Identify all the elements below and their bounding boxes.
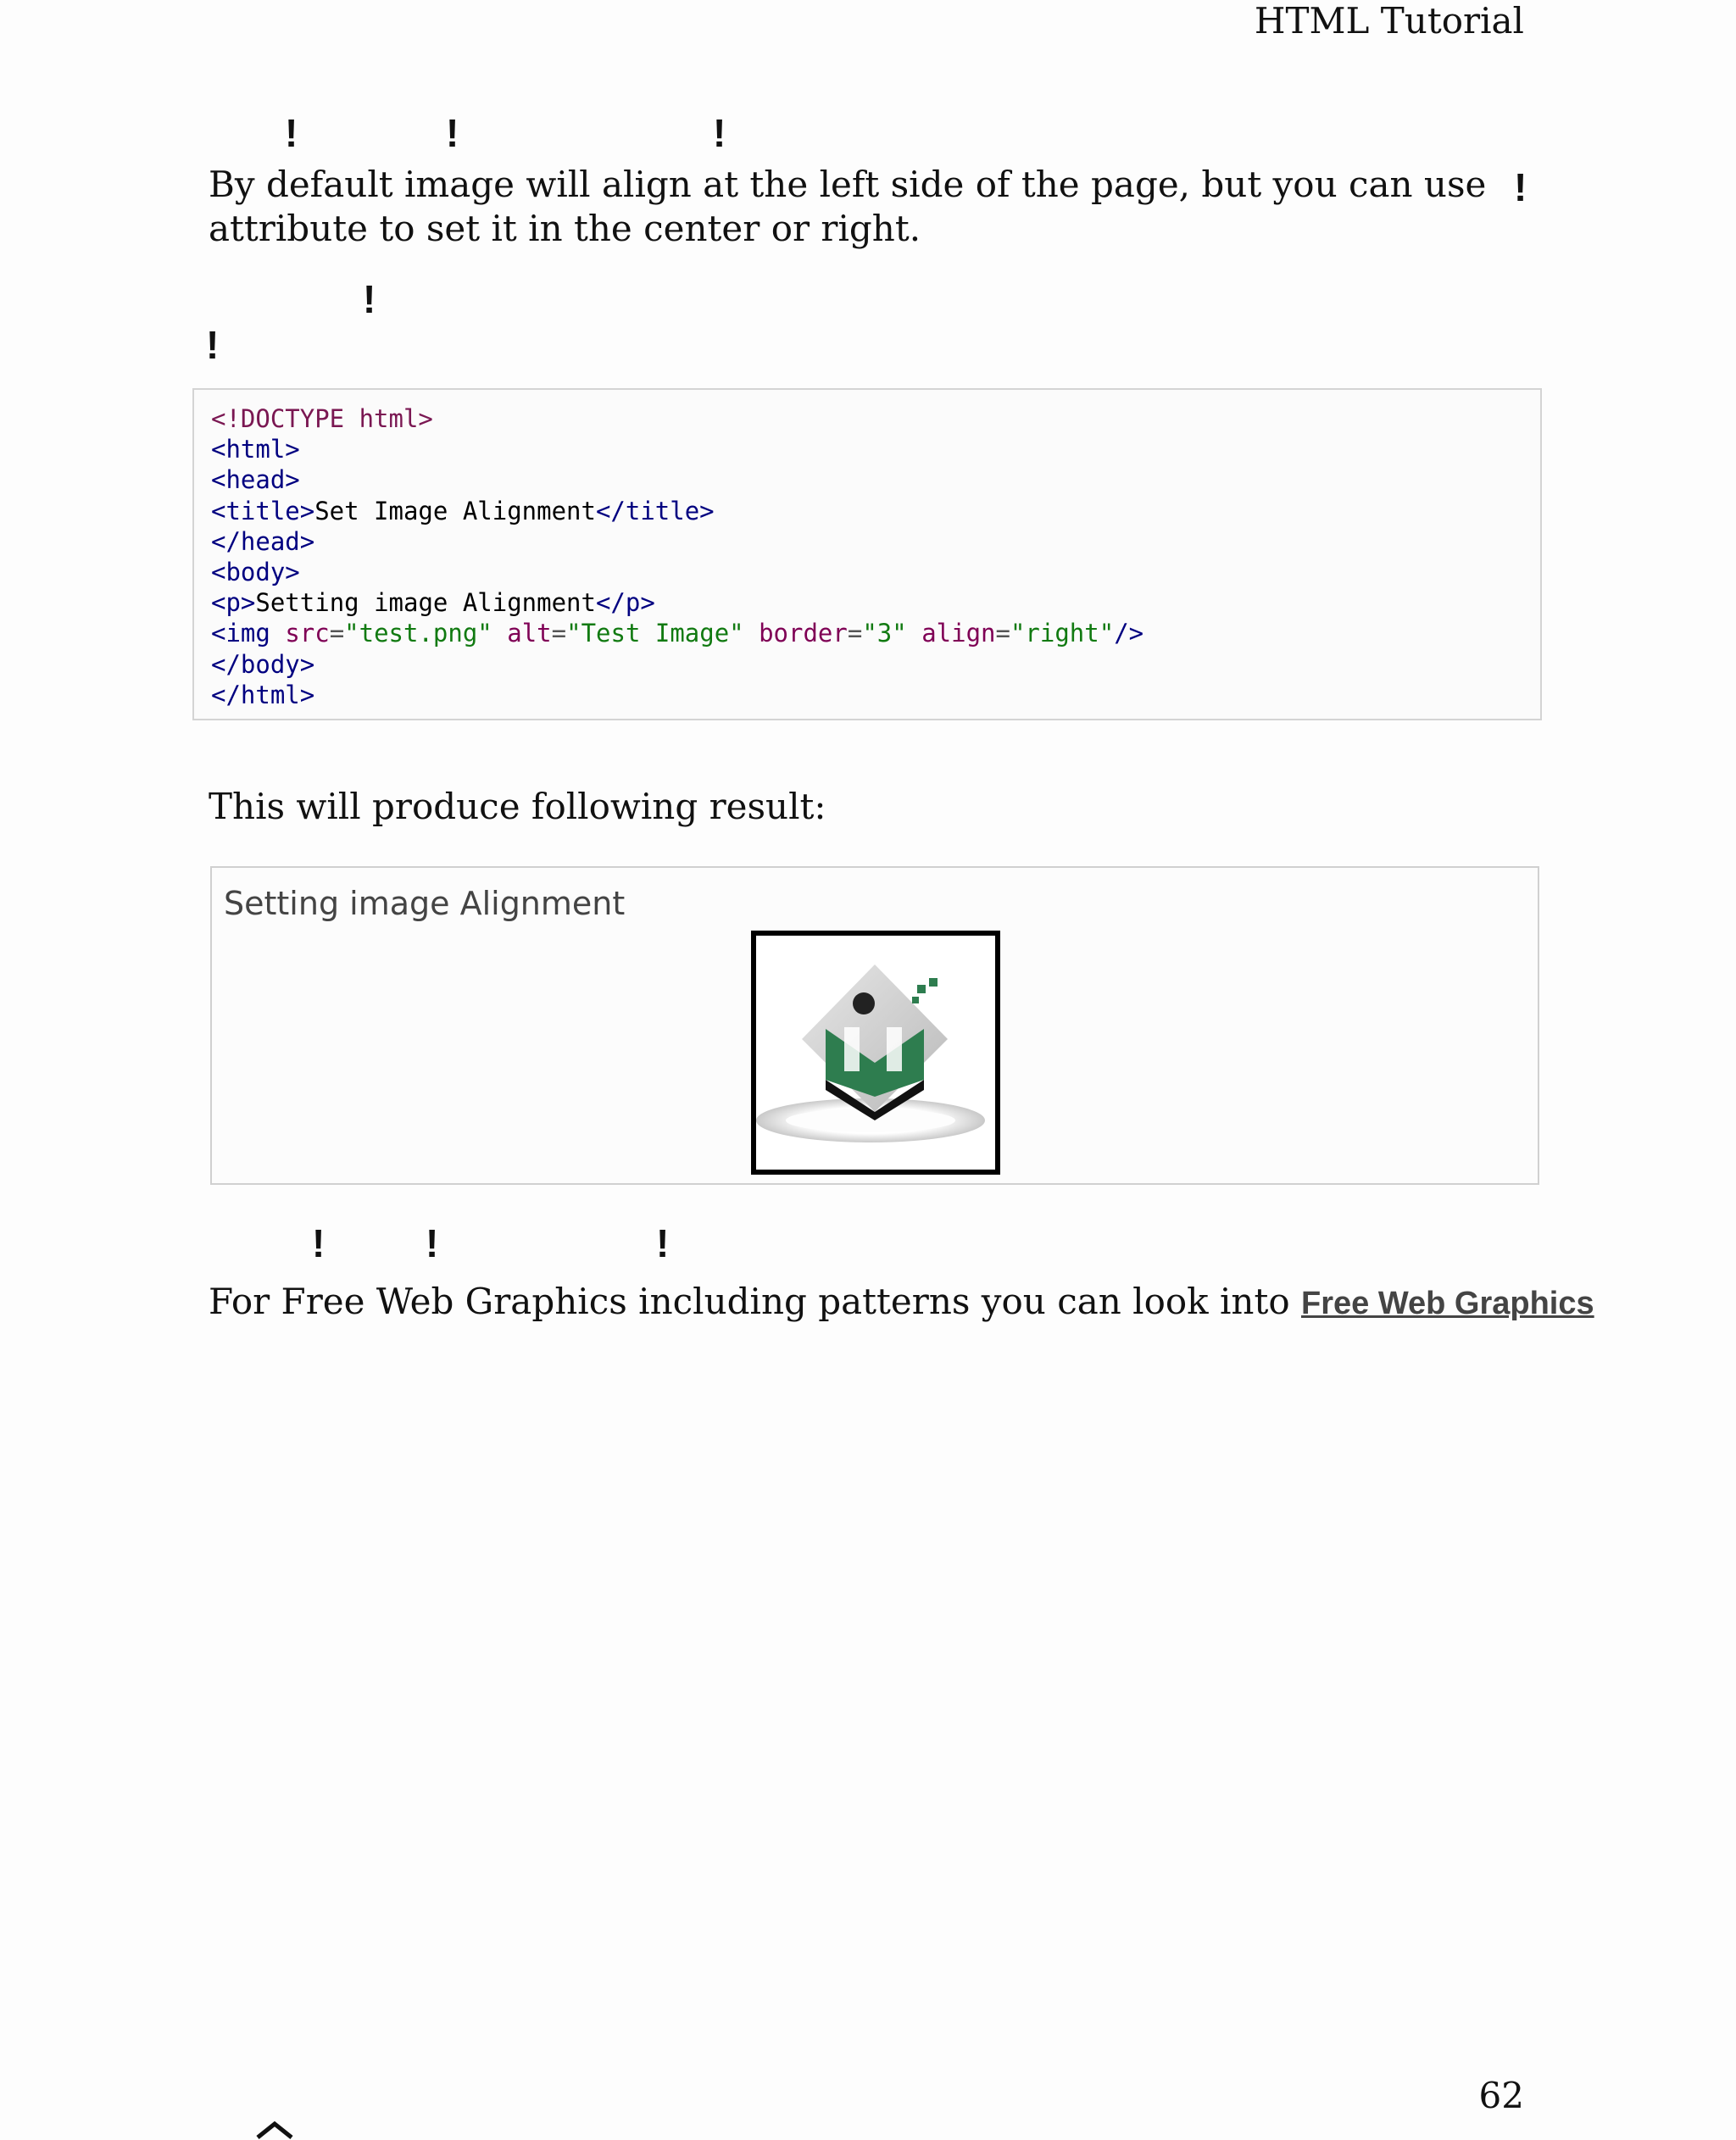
intro-paragraph (209, 163, 1531, 207)
code-token: "right" (1010, 619, 1115, 648)
code-token (907, 619, 921, 648)
test-image (751, 931, 1000, 1175)
graphics-paragraph (209, 1280, 1599, 1326)
result-text: Setting image Alignment (224, 885, 626, 922)
code-token: "Test Image" (566, 619, 744, 648)
code-token: Set Image Alignment (314, 496, 596, 525)
page-header-title: HTML Tutorial (1254, 0, 1524, 42)
code-token: /> (1114, 619, 1144, 648)
heading-glyph: ! (426, 1221, 439, 1265)
code-token: alt (507, 619, 552, 648)
chevron-up-icon (254, 2119, 295, 2140)
code-token: <html> (211, 435, 300, 464)
code-line (211, 680, 1540, 710)
code-token: <body> (211, 558, 300, 587)
code-token: </body> (211, 649, 315, 679)
code-token: <!DOCTYPE html> (211, 404, 433, 433)
logo-icon (756, 936, 995, 1170)
intro-paragraph-end: attribute to set it in the center or right. (209, 208, 921, 249)
code-token: <head> (211, 465, 300, 495)
code-line (211, 649, 1540, 680)
code-token: = (995, 619, 1010, 648)
code-line (211, 434, 1540, 464)
code-token: <p> (211, 588, 256, 618)
heading-glyph: ! (713, 111, 726, 155)
page-number: 62 (1478, 2075, 1524, 2116)
heading-glyph: ! (656, 1221, 670, 1265)
inline-glyph: ! (1514, 165, 1527, 209)
code-token (492, 619, 507, 648)
code-token: </head> (211, 526, 315, 556)
code-token: Setting image Alignment (255, 588, 596, 618)
code-token: "test.png" (344, 619, 492, 648)
code-line (211, 587, 1540, 618)
code-line (211, 496, 1540, 526)
code-line (211, 526, 1540, 557)
code-line (211, 403, 1540, 434)
code-token: "3" (862, 619, 907, 648)
code-token: <img (211, 619, 286, 648)
code-line (211, 618, 1540, 648)
result-intro: This will produce following result: (209, 786, 826, 827)
code-token: = (551, 619, 567, 648)
graphics-paragraph-text: For Free Web Graphics including patterns you can look into (209, 1281, 1290, 1322)
code-example-box (192, 388, 1542, 720)
code-token: </title> (595, 496, 715, 525)
result-preview-box (210, 866, 1539, 1185)
intro-paragraph-text: By default image will align at the left side of the page, but you can use (209, 164, 1487, 205)
code-token: <title> (211, 496, 315, 525)
heading-glyph: ! (206, 323, 220, 367)
heading-glyph: ! (285, 111, 298, 155)
code-token: = (847, 619, 863, 648)
code-token: </html> (211, 680, 315, 709)
code-line (211, 557, 1540, 587)
heading-glyph: ! (446, 111, 459, 155)
code-token (744, 619, 759, 648)
free-web-graphics-link[interactable]: Free Web Graphics (1301, 1286, 1594, 1321)
code-token: </p> (595, 588, 655, 618)
code-line (211, 464, 1540, 495)
code-token: = (329, 619, 345, 648)
code-token: align (921, 619, 996, 648)
code-token: src (285, 619, 330, 648)
code-token: border (759, 619, 848, 648)
heading-glyph: ! (312, 1221, 326, 1265)
heading-glyph: ! (363, 277, 376, 321)
